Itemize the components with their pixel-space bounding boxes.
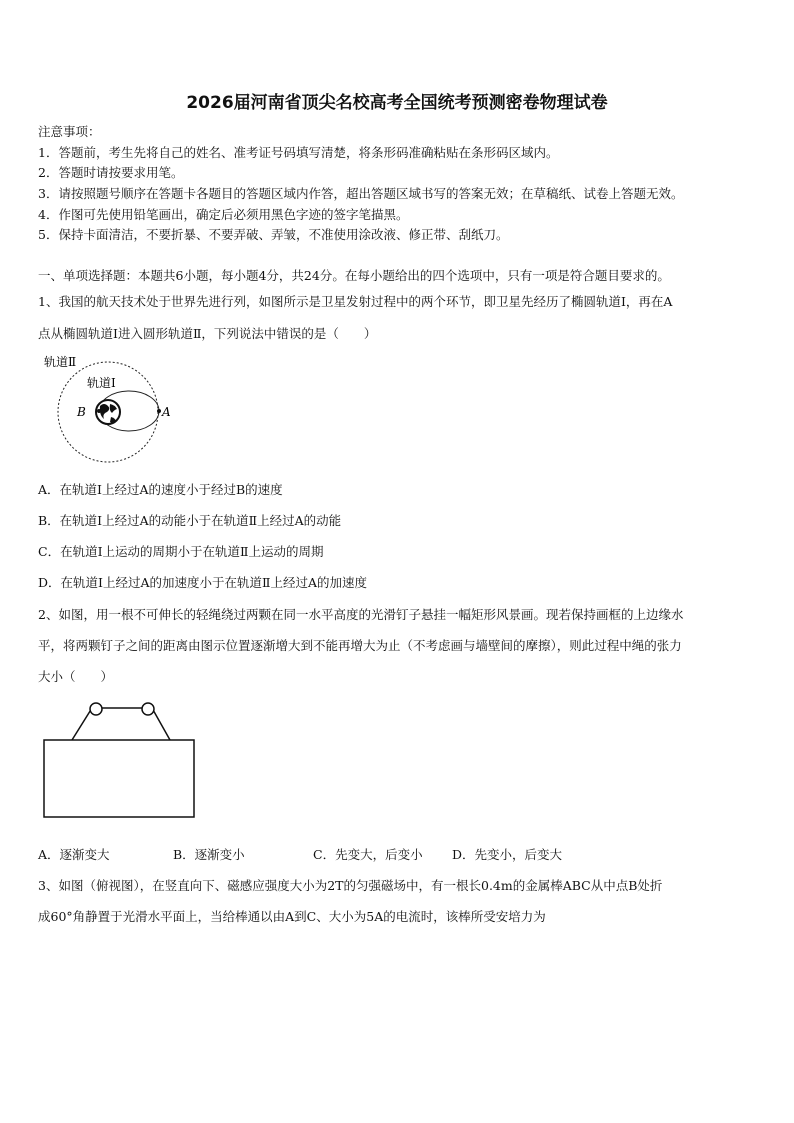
q1-option-a: A．在轨道Ⅰ上经过A的速度小于经过B的速度 [38, 482, 283, 497]
note-item: 4．作图可先使用铅笔画出，确定后必须用黑色字迹的签字笔描黑。 [38, 207, 409, 222]
section-heading: 一、单项选择题：本题共6小题，每小题4分，共24分。在每小题给出的四个选项中，只有一项是符合题目要求的。 [38, 268, 670, 283]
q2-option-a: A．逐渐变大 [38, 847, 110, 862]
question-3-stem: 3、如图（俯视图），在竖直向下、磁感应强度大小为2T的匀强磁场中，有一根长0.4m的金属棒ABC从中点B处折 [38, 878, 663, 893]
q2-options [38, 845, 638, 861]
q2-option-d: D．先变小，后变大 [452, 847, 563, 862]
nail-right-icon [142, 703, 154, 715]
notes-heading: 注意事项： [38, 124, 101, 139]
question-2-stem-cont: 平，将两颗钉子之间的距离由图示位置逐渐增大到不能再增大为止（不考虑画与墙壁间的摩擦），则此过程中绳的张力 [38, 638, 682, 653]
orbit-2-label: 轨道Ⅱ [44, 355, 77, 369]
q1-option-d: D．在轨道Ⅰ上经过A的加速度小于在轨道Ⅱ上经过A的加速度 [38, 575, 368, 590]
question-1-stem: 1、我国的航天技术处于世界先进行列，如图所示是卫星发射过程中的两个环节，即卫星先经历了椭圆轨道Ⅰ，再在A [38, 294, 673, 309]
point-b-label: B [77, 405, 86, 419]
note-item: 1．答题前，考生先将自己的姓名、准考证号码填写清楚，将条形码准确粘贴在条形码区域内。 [38, 145, 559, 160]
question-2-stem-end: 大小（ ） [38, 669, 114, 684]
q1-option-c: C．在轨道Ⅰ上运动的周期小于在轨道Ⅱ上运动的周期 [38, 544, 324, 559]
q2-option-b: B．逐渐变小 [173, 847, 245, 862]
question-3-stem-cont: 成60°角静置于光滑水平面上，当给棒通以由A到C、大小为5A的电流时，该棒所受安培力为 [38, 909, 546, 924]
picture-frame [44, 740, 194, 817]
question-2-stem: 2、如图，用一根不可伸长的轻绳绕过两颗在同一水平高度的光滑钉子悬挂一幅矩形风景画。现若保持画框的上边缘水 [38, 607, 684, 622]
note-item: 3．请按照题号顺序在答题卡各题目的答题区域内作答，超出答题区域书写的答案无效；在草稿纸、试卷上答题无效。 [38, 186, 684, 201]
note-item: 2．答题时请按要求用笔。 [38, 165, 184, 180]
hanging-picture-figure [42, 696, 198, 822]
point-a-label: A [162, 405, 171, 419]
q1-option-b: B．在轨道Ⅰ上经过A的动能小于在轨道Ⅱ上经过A的动能 [38, 513, 342, 528]
note-item: 5．保持卡面清洁，不要折暴、不要弄破、弄皱，不准使用涂改液、修正带、刮纸刀。 [38, 227, 509, 242]
orbit-figure [40, 352, 180, 467]
orbit-1-label: 轨道Ⅰ [87, 376, 116, 390]
nail-left-icon [90, 703, 102, 715]
exam-title: 2026届河南省顶尖名校高考全国统考预测密卷物理试卷 [186, 93, 608, 113]
q2-option-c: C．先变大，后变小 [313, 847, 423, 862]
question-1-stem-cont: 点从椭圆轨道Ⅰ进入圆形轨道Ⅱ，下列说法中错误的是（ ） [38, 326, 377, 341]
